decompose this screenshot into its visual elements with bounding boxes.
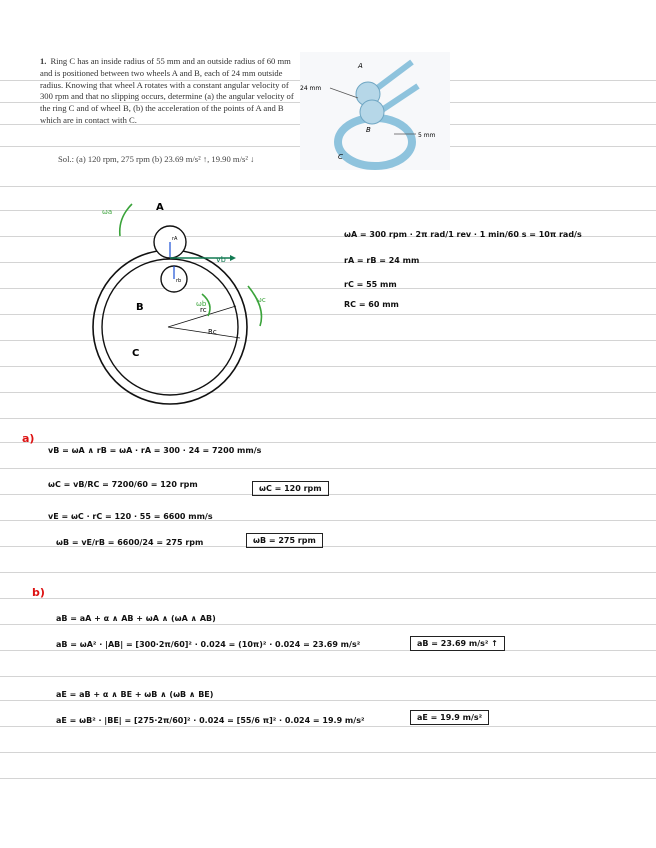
- part-b-line-3: aE = aB + α ∧ BE + ωB ∧ (ωB ∧ BE): [56, 690, 214, 699]
- velocity-vb-arrowhead: [230, 255, 236, 261]
- figure-label-a: A: [358, 62, 363, 70]
- given-Rc: RC = 60 mm: [344, 300, 399, 309]
- page-rule: [0, 676, 656, 677]
- given-rc: rC = 55 mm: [344, 280, 397, 289]
- sketch-label-wa: ωa: [102, 208, 113, 216]
- sketch-label-b: B: [136, 302, 144, 313]
- omega-a-arc: [120, 204, 132, 236]
- sketch-label-Rc: Rc: [208, 328, 217, 336]
- problem-number: 1.: [40, 56, 47, 66]
- dimension-24mm-label: 24 mm: [300, 85, 322, 92]
- omega-c-arc: [248, 286, 262, 326]
- answer-box-wb: ωB = 275 rpm: [246, 533, 323, 548]
- problem-solution: Sol.: (a) 120 rpm, 275 rpm (b) 23.69 m/s² ↑, 19.90 m/s² ↓: [58, 154, 255, 164]
- page-rule: [0, 186, 656, 187]
- part-a-label: a): [22, 432, 35, 445]
- page-rule: [0, 598, 656, 599]
- radius-Rc-line: [168, 327, 240, 338]
- figure-label-c: C: [338, 153, 343, 161]
- page-rule: [0, 726, 656, 727]
- sketch-label-a: A: [156, 202, 164, 213]
- page-rule: [0, 572, 656, 573]
- problem-text: Ring C has an inside radius of 55 mm and an outside radius of 60 mm and is positioned between two wheels A and B, each of 24 mm outside radius. Knowing that wheel A rotates with a constant angular velocity of 300 rpm and that no slipping occurs, determine (a) the angular velocity of the ring C and of wheel B, (b) the acceleration of the points of A and B which are in contact with C.: [40, 56, 294, 125]
- problem-statement: [40, 56, 302, 127]
- part-a-line-2: ωC = vB/RC = 7200/60 = 120 rpm: [48, 480, 198, 489]
- part-b-line-1: aB = aA + α ∧ AB + ωA ∧ (ωA ∧ AB): [56, 614, 216, 623]
- sketch-label-c: C: [132, 348, 140, 359]
- sketch-label-wc: ωc: [256, 296, 266, 304]
- figure-label-b: B: [366, 126, 371, 134]
- part-b-line-2: aB = ωA² · |AB| = [300·2π/60]² · 0.024 = (10π)² · 0.024 = 23.69 m/s²: [56, 640, 361, 649]
- sketch-label-ra: rA: [172, 236, 178, 242]
- answer-box-ae: aE = 19.9 m/s²: [410, 710, 489, 725]
- part-a-line-1: vB = ωA ∧ rB = ωA · rA = 300 · 24 = 7200 mm/s: [48, 446, 262, 455]
- textbook-figure: [300, 52, 450, 170]
- page-rule: [0, 624, 656, 625]
- sketch-label-vb: vb: [216, 255, 226, 264]
- page-rule: [0, 778, 656, 779]
- sketch-label-wb: ωb: [196, 300, 207, 308]
- part-a-line-4: ωB = vE/rB = 6600/24 = 275 rpm: [56, 538, 204, 547]
- given-ra-rb: rA = rB = 24 mm: [344, 256, 420, 265]
- page-rule: [0, 650, 656, 651]
- sketch-label-rb: rb: [176, 278, 182, 284]
- page-rule: [0, 418, 656, 419]
- dimension-5mm-label: 5 mm: [418, 132, 436, 139]
- given-omega-a: ωA = 300 rpm · 2π rad/1 rev · 1 min/60 s = 10π rad/s: [344, 230, 582, 239]
- part-b-label: b): [32, 586, 45, 599]
- page-rule: [0, 752, 656, 753]
- page-rule: [0, 468, 656, 469]
- page-rule: [0, 442, 656, 443]
- part-a-line-3: vE = ωC · rC = 120 · 55 = 6600 mm/s: [48, 512, 213, 521]
- part-b-line-4: aE = ωB² · |BE| = [275·2π/60]² · 0.024 = [55/6 π]² · 0.024 = 19.9 m/s²: [56, 716, 365, 725]
- wheel-b-shape: [360, 100, 384, 124]
- sketch-label-rc: rc: [200, 306, 207, 314]
- answer-box-ab: aB = 23.69 m/s² ↑: [410, 636, 505, 651]
- page-rule: [0, 700, 656, 701]
- answer-box-wc: ωC = 120 rpm: [252, 481, 329, 496]
- hand-sketch: [90, 196, 290, 410]
